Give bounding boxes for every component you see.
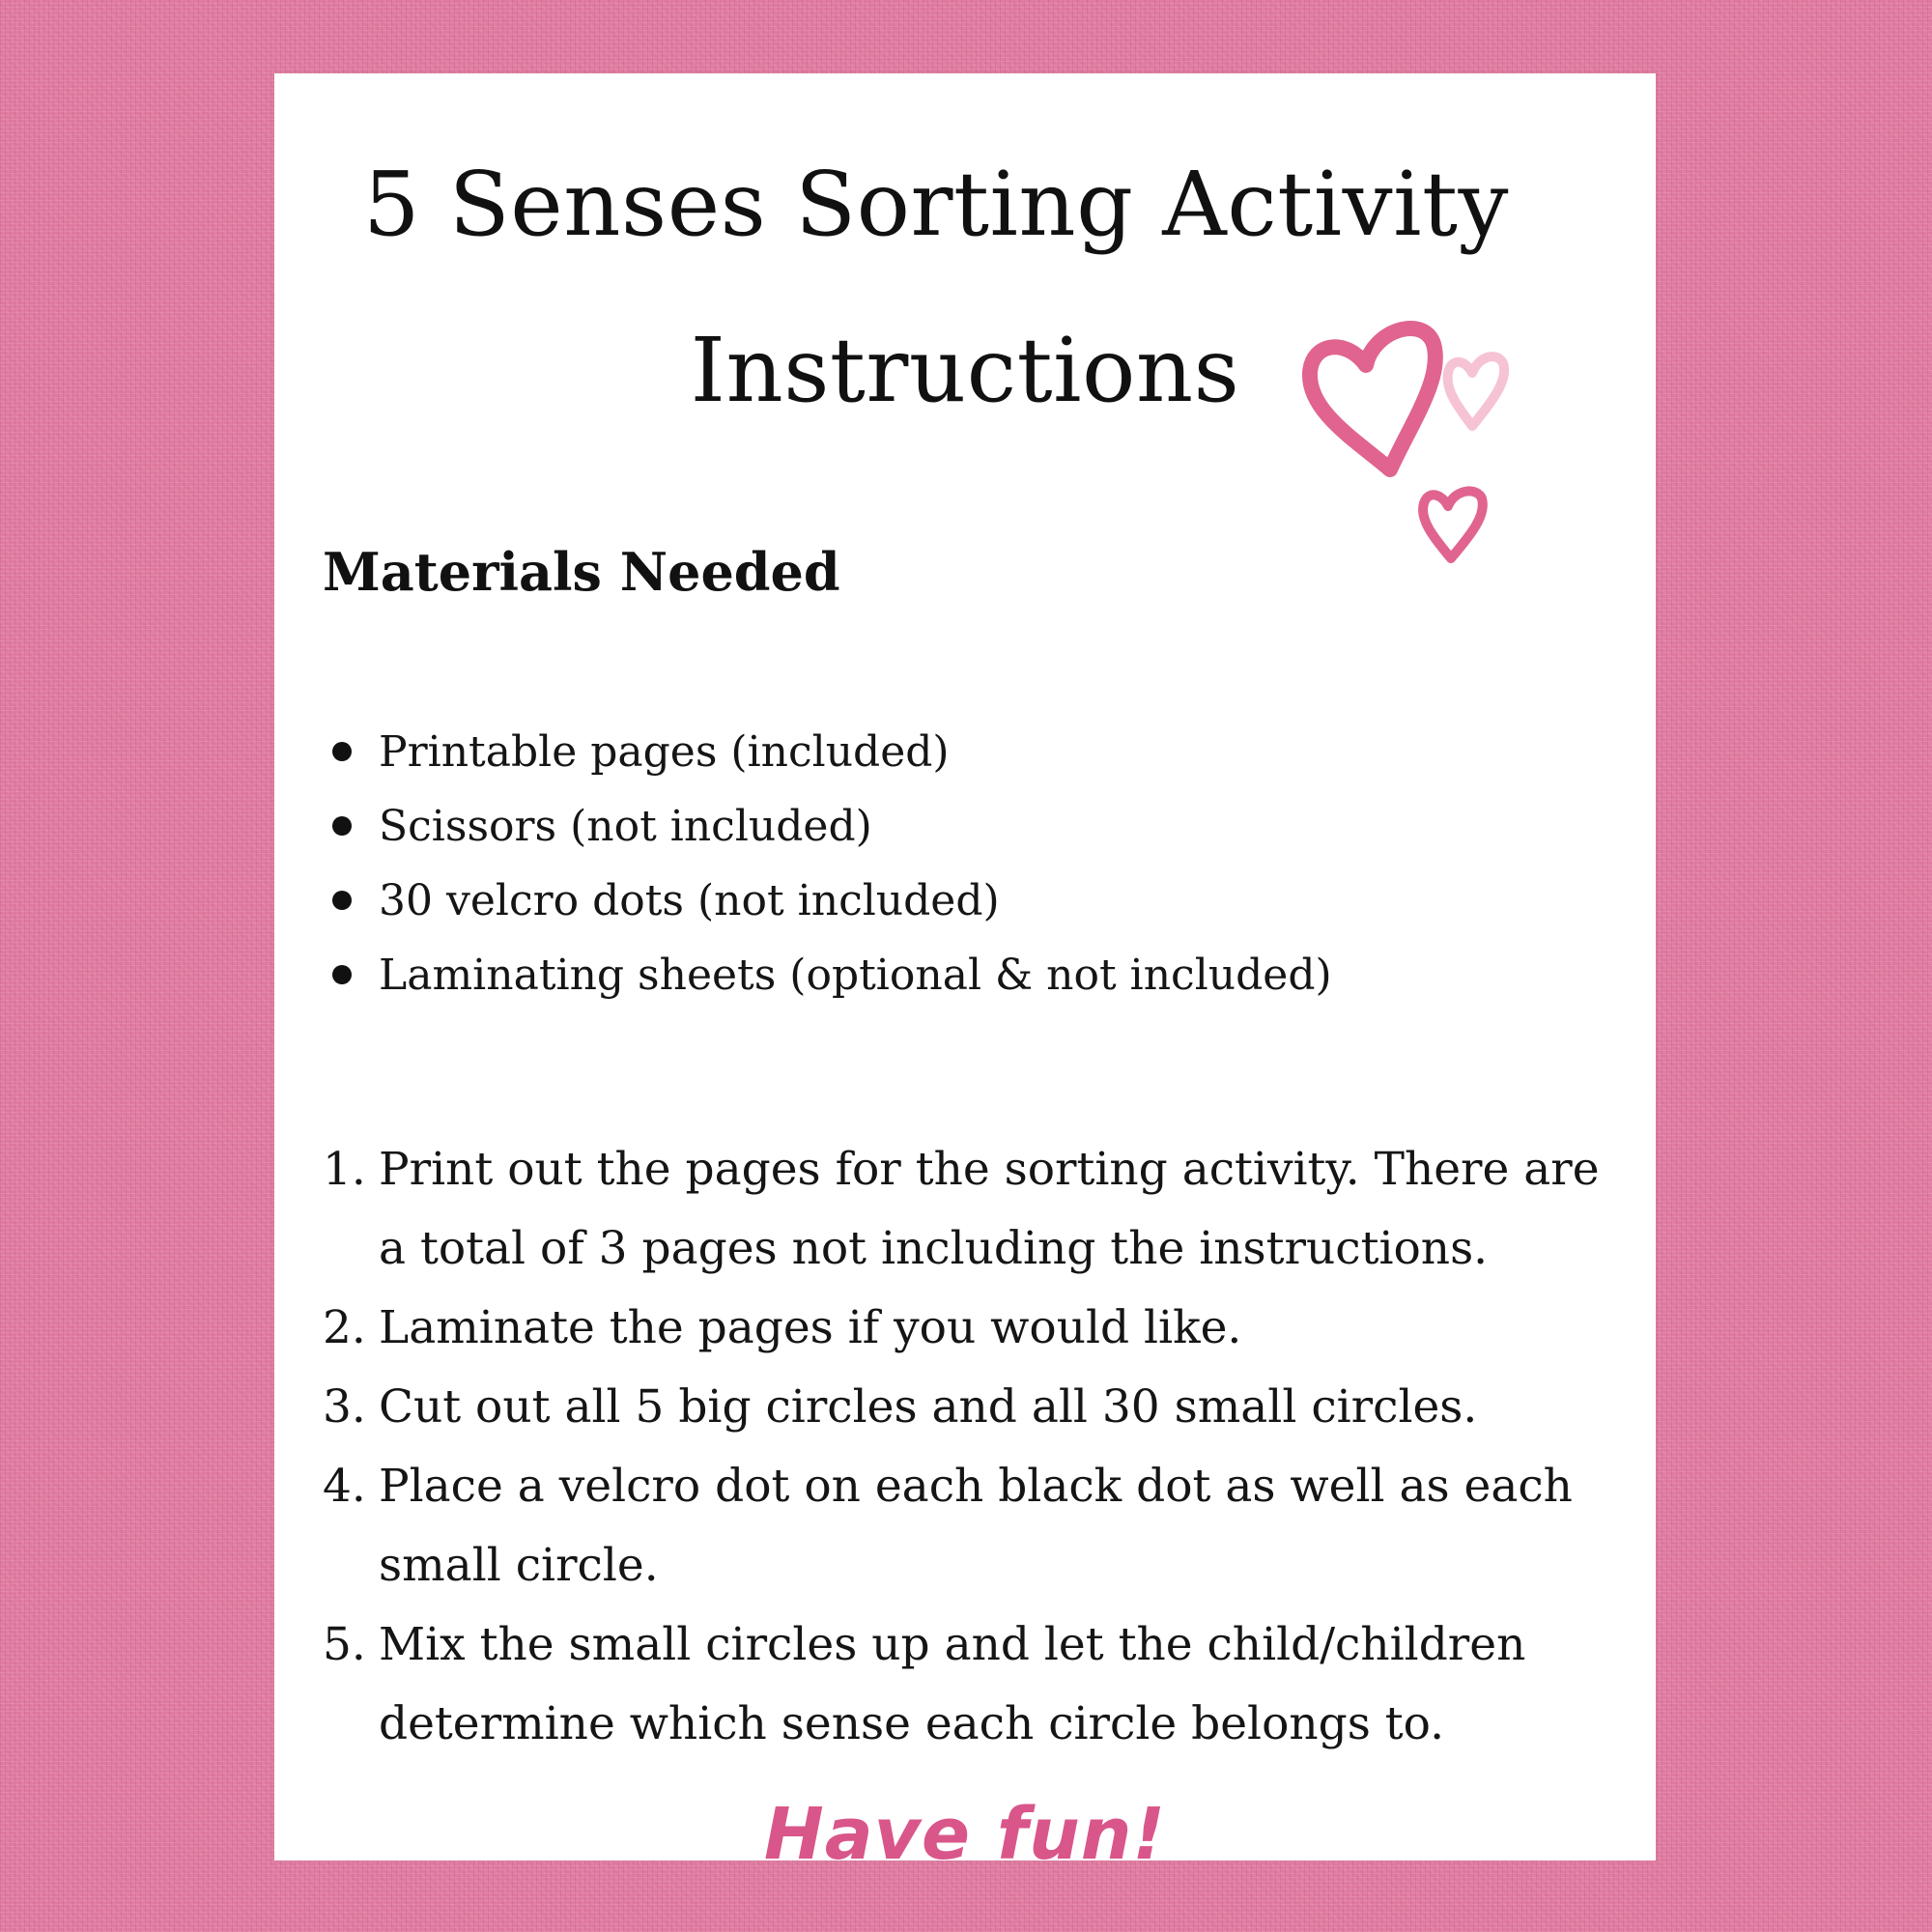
list-item <box>323 1289 1636 1368</box>
bullet-icon <box>332 816 352 836</box>
material-text: 30 velcro dots (not included) <box>379 876 1000 925</box>
step-number: 2. <box>323 1301 366 1354</box>
heart-icon-large <box>1310 328 1435 469</box>
step-text: Print out the pages for the sorting activity. There are a total of 3 pages not including the instructions. <box>379 1143 1600 1275</box>
heart-icon-light <box>1448 356 1505 426</box>
step-number: 5. <box>323 1618 366 1671</box>
list-item <box>323 1447 1636 1605</box>
list-item <box>323 1130 1636 1289</box>
step-number: 4. <box>323 1460 366 1513</box>
closing-message: Have fun! <box>763 1793 1167 1876</box>
page-title-line2: Instructions <box>690 319 1240 422</box>
bullet-icon <box>332 965 352 984</box>
instruction-card <box>274 73 1656 1876</box>
list-item <box>323 789 1332 864</box>
material-text: Printable pages (included) <box>379 727 950 777</box>
list-item <box>323 715 1332 789</box>
step-number: 1. <box>323 1143 366 1196</box>
list-item <box>323 938 1332 1012</box>
bullet-icon <box>332 891 352 910</box>
page-title-line1: 5 Senses Sorting Activity <box>363 153 1509 256</box>
bullet-icon <box>332 742 352 761</box>
step-text: Place a velcro dot on each black dot as well as each small circle. <box>379 1460 1573 1592</box>
list-item <box>323 1368 1636 1447</box>
step-number: 3. <box>323 1380 366 1434</box>
materials-heading: Materials Needed <box>323 541 840 603</box>
heart-icon-small <box>1423 491 1483 558</box>
list-item <box>323 864 1332 938</box>
materials-list <box>323 715 1332 1012</box>
step-text: Mix the small circles up and let the child/children determine which sense each circle belongs to. <box>379 1618 1526 1750</box>
step-text: Laminate the pages if you would like. <box>379 1301 1242 1354</box>
steps-list <box>323 1130 1636 1764</box>
list-item <box>323 1605 1636 1764</box>
hearts-decoration <box>1289 305 1569 576</box>
material-text: Laminating sheets (optional & not included) <box>379 951 1332 1000</box>
material-text: Scissors (not included) <box>379 802 872 851</box>
step-text: Cut out all 5 big circles and all 30 small circles. <box>379 1380 1478 1434</box>
